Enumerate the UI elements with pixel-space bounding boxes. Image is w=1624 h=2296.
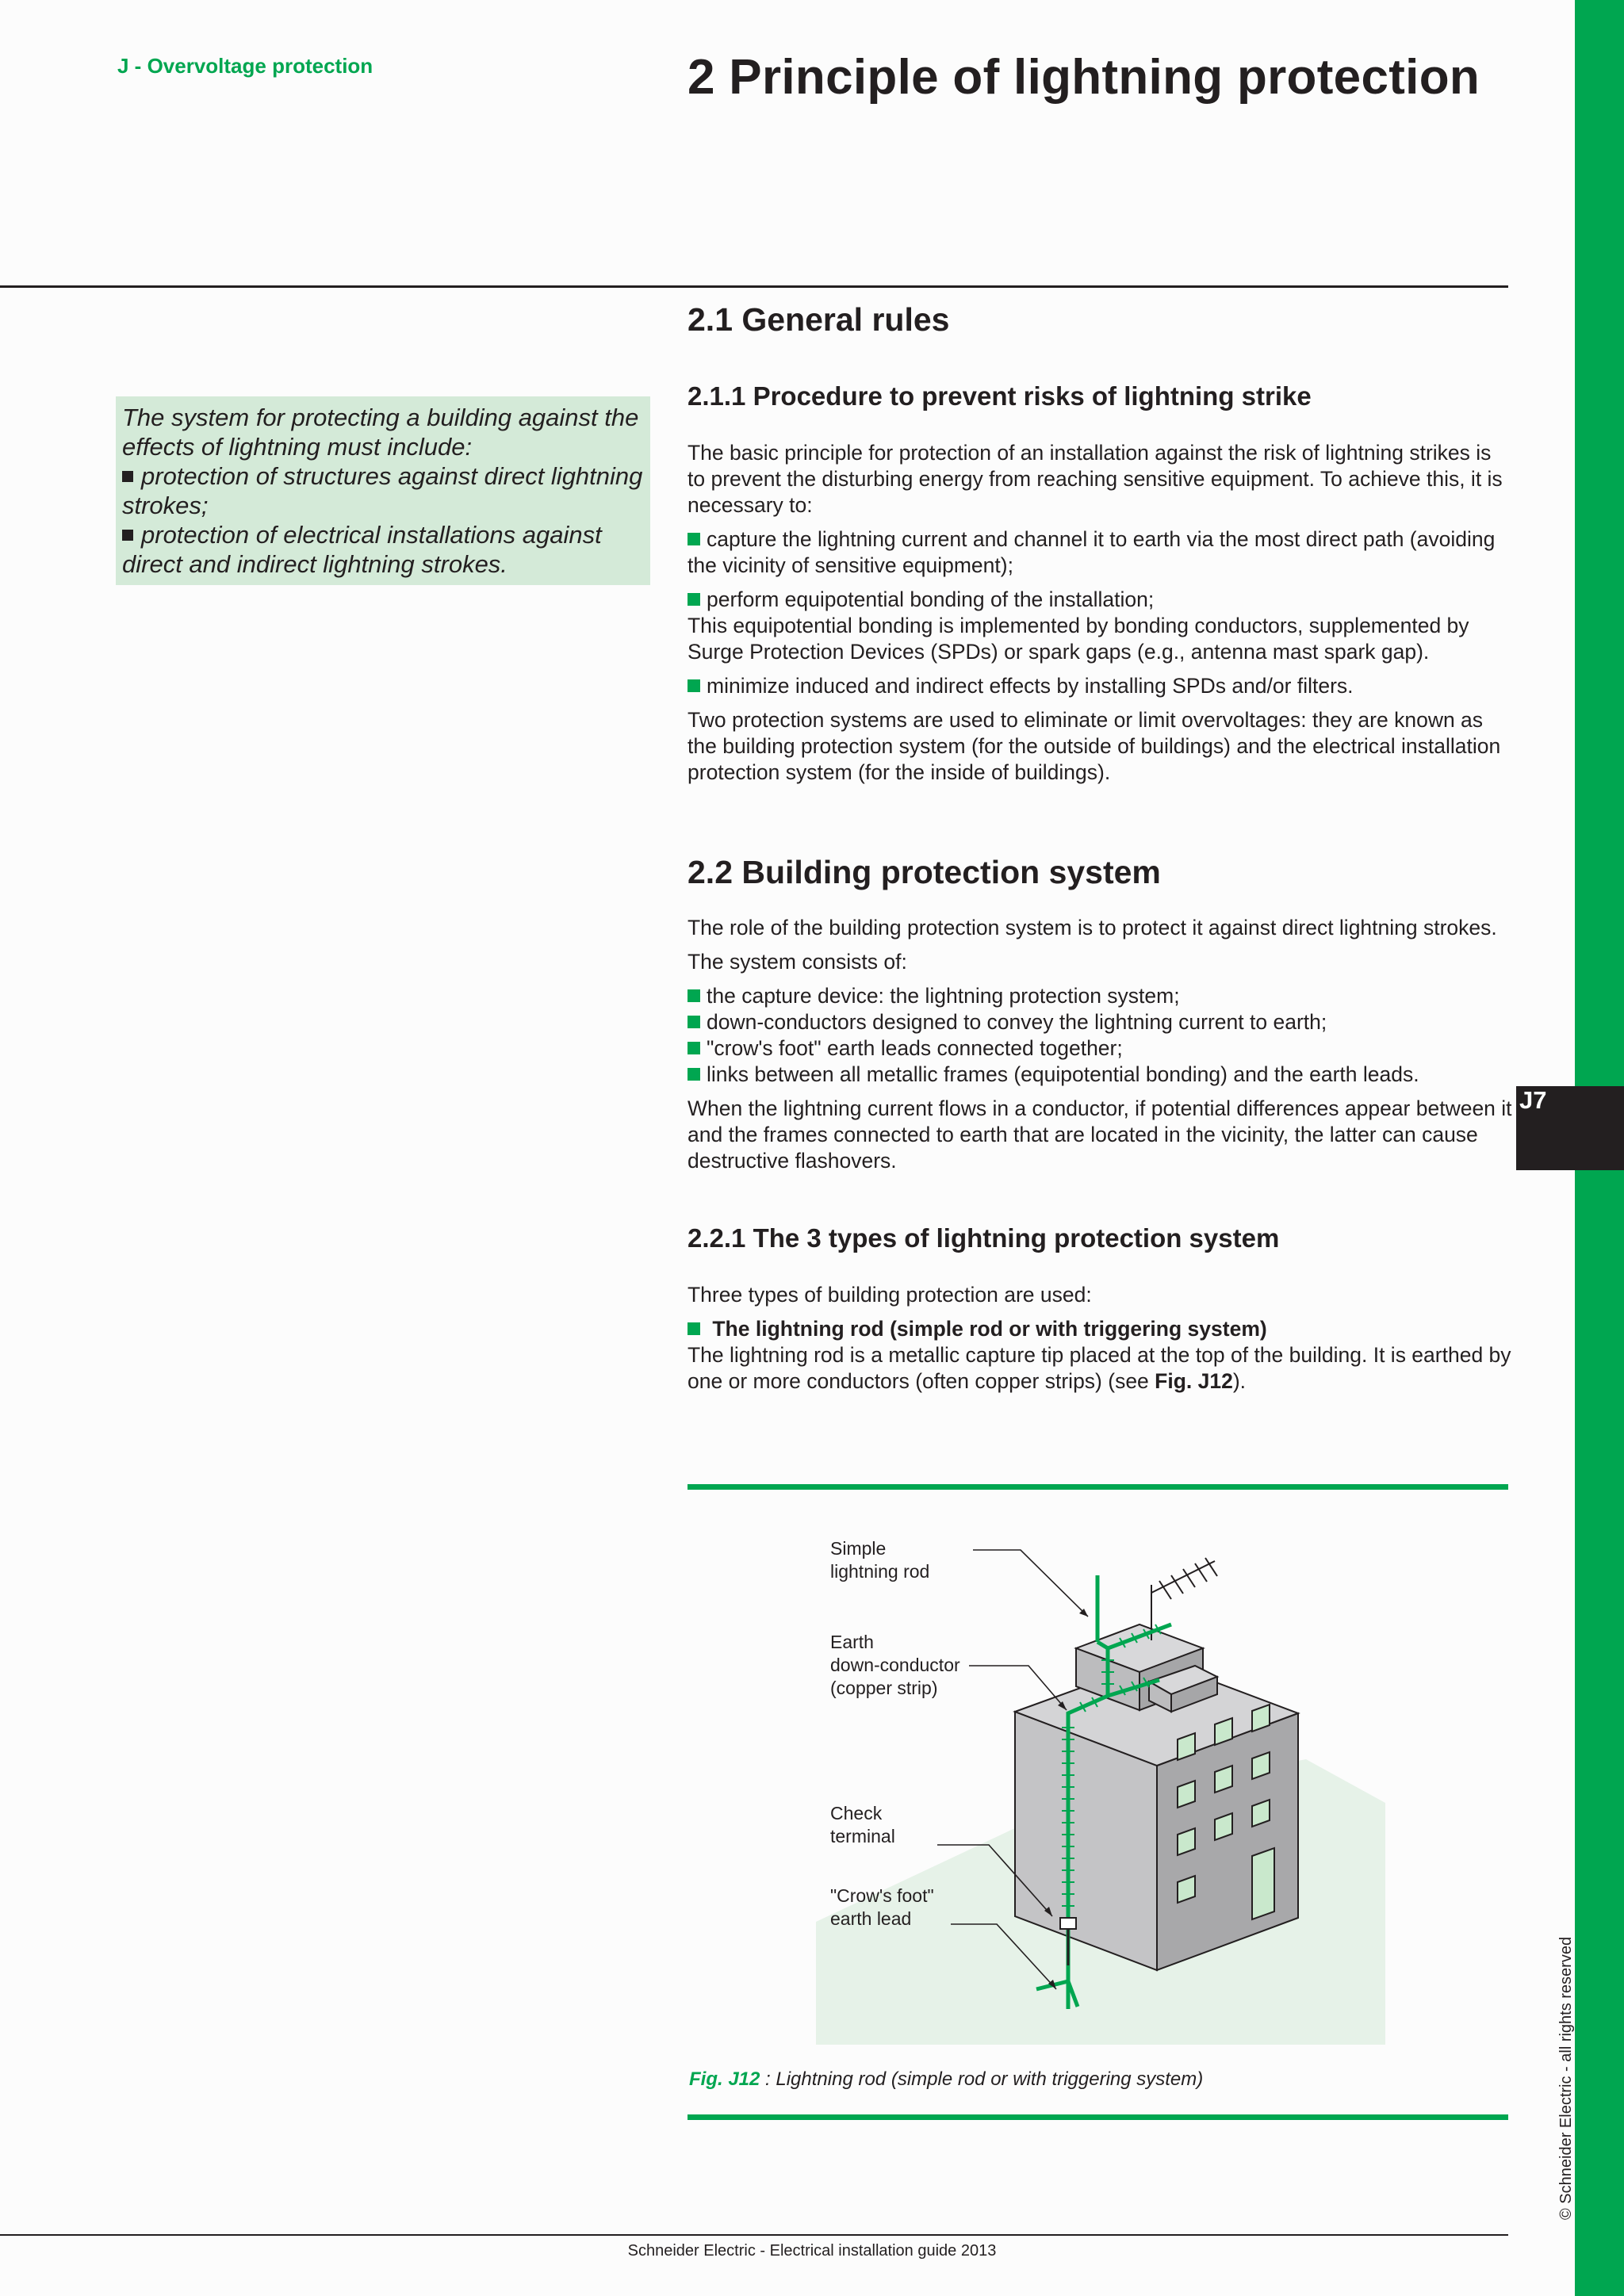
paragraph: When the lightning current flows in a conductor, if potential differences appear between it and the frames connected to earth that are located in the vicinity, the latter can cause destructive flashovers. [688, 1096, 1512, 1173]
callout-bullet: protection of structures against direct lightning strokes; [122, 462, 643, 519]
page-number: J7 [1519, 1086, 1547, 1114]
list-item: minimize induced and indirect effects by installing SPDs and/or filters. [688, 673, 1512, 699]
footer-text: Schneider Electric - Electrical installation guide 2013 [627, 2242, 997, 2260]
bullet-square-icon [688, 533, 700, 545]
section-2-2-title: 2.2 Building protection system [688, 854, 1161, 890]
header-divider [0, 285, 1508, 288]
callout-bullet: protection of electrical installations against direct and indirect lightning strokes. [122, 521, 602, 578]
bullet-square-icon [688, 1042, 700, 1054]
list-item: links between all metallic frames (equipotential bonding) and the earth leads. [688, 1062, 1512, 1088]
paragraph: The lightning rod is a metallic capture tip placed at the top of the building. It is earthed by one or more conductors (often copper strips) (see Fig. J12). [688, 1343, 1511, 1393]
paragraph: The system consists of: [688, 950, 907, 974]
bullet-square-icon [688, 1068, 700, 1081]
bullet-square-icon [122, 471, 133, 482]
paragraph: This equipotential bonding is implemented by bonding conductors, supplemented by Surge Protection Devices (SPDs) or spark gaps (e.g., antenna mast spark gap). [688, 614, 1469, 664]
figure-top-rule [688, 1484, 1508, 1490]
figure-caption: Fig. J12 : Lightning rod (simple rod or with triggering system) [689, 2068, 1204, 2090]
list-item: The lightning rod (simple rod or with triggering system) [688, 1316, 1512, 1342]
section-tag: J - Overvoltage protection [117, 54, 373, 78]
list-item: down-conductors designed to convey the lightning current to earth; [688, 1009, 1512, 1035]
paragraph: Three types of building protection are used: [688, 1283, 1092, 1307]
label-down-conductor: down-conductor [830, 1655, 960, 1675]
bullet-square-icon [688, 593, 700, 606]
label-copper-strip: (copper strip) [830, 1678, 938, 1698]
footer-divider [0, 2234, 1508, 2236]
paragraph: Two protection systems are used to eliminate or limit overvoltages: they are known as the building protection system (for the outside of buildings) and the electrical installation protection system (for the inside of buildings). [688, 708, 1501, 784]
main-column [688, 301, 1512, 1395]
figure-j12 [688, 1484, 1508, 2120]
list-item: "crow's foot" earth leads connected together; [688, 1035, 1512, 1062]
chapter-title: 2 Principle of lightning protection [688, 50, 1480, 105]
label-lightning-rod: lightning rod [830, 1561, 930, 1582]
section-2-2-1-title: 2.2.1 The 3 types of lightning protection system [688, 1223, 1280, 1253]
check-terminal [1060, 1918, 1076, 1929]
bullet-square-icon [688, 1016, 700, 1028]
bullet-square-icon [688, 679, 700, 692]
bullet-square-icon [122, 530, 133, 541]
label-terminal: terminal [830, 1826, 895, 1846]
callout-intro: The system for protecting a building against the effects of lightning must include: [122, 404, 639, 461]
label-earth: Earth [830, 1632, 874, 1652]
label-check: Check [830, 1803, 883, 1823]
section-2-1-1-title: 2.1.1 Procedure to prevent risks of lightning strike [688, 381, 1312, 411]
bullet-square-icon [688, 989, 700, 1002]
label-crows-foot: "Crow's foot" [830, 1885, 934, 1906]
paragraph: The role of the building protection system is to protect it against direct lightning strokes. [688, 916, 1497, 939]
lightning-rod-illustration [688, 1490, 1508, 2061]
paragraph: The basic principle for protection of an installation against the risk of lightning strikes is to prevent the disturbing energy from reaching sensitive equipment. To achieve this, it is necessary to: [688, 441, 1503, 517]
antenna-boom [1151, 1561, 1215, 1593]
list-item: perform equipotential bonding of the installation; [688, 587, 1512, 613]
figure-bottom-rule [688, 2114, 1508, 2120]
list-item: capture the lightning current and channel it to earth via the most direct path (avoiding the vicinity of sensitive equipment); [688, 527, 1496, 577]
label-earth-lead: earth lead [830, 1908, 912, 1929]
figure-reference: Fig. J12 [1155, 1369, 1233, 1393]
copyright-notice: © Schneider Electric - all rights reserved [1557, 1936, 1575, 2220]
bullet-square-icon [688, 1322, 700, 1335]
list-item: the capture device: the lightning protection system; [688, 983, 1512, 1009]
summary-callout [116, 396, 650, 585]
section-2-1-title: 2.1 General rules [688, 301, 950, 338]
antenna-elements [1159, 1558, 1217, 1599]
label-simple: Simple [830, 1538, 887, 1559]
page-number-tab [1516, 1086, 1624, 1170]
